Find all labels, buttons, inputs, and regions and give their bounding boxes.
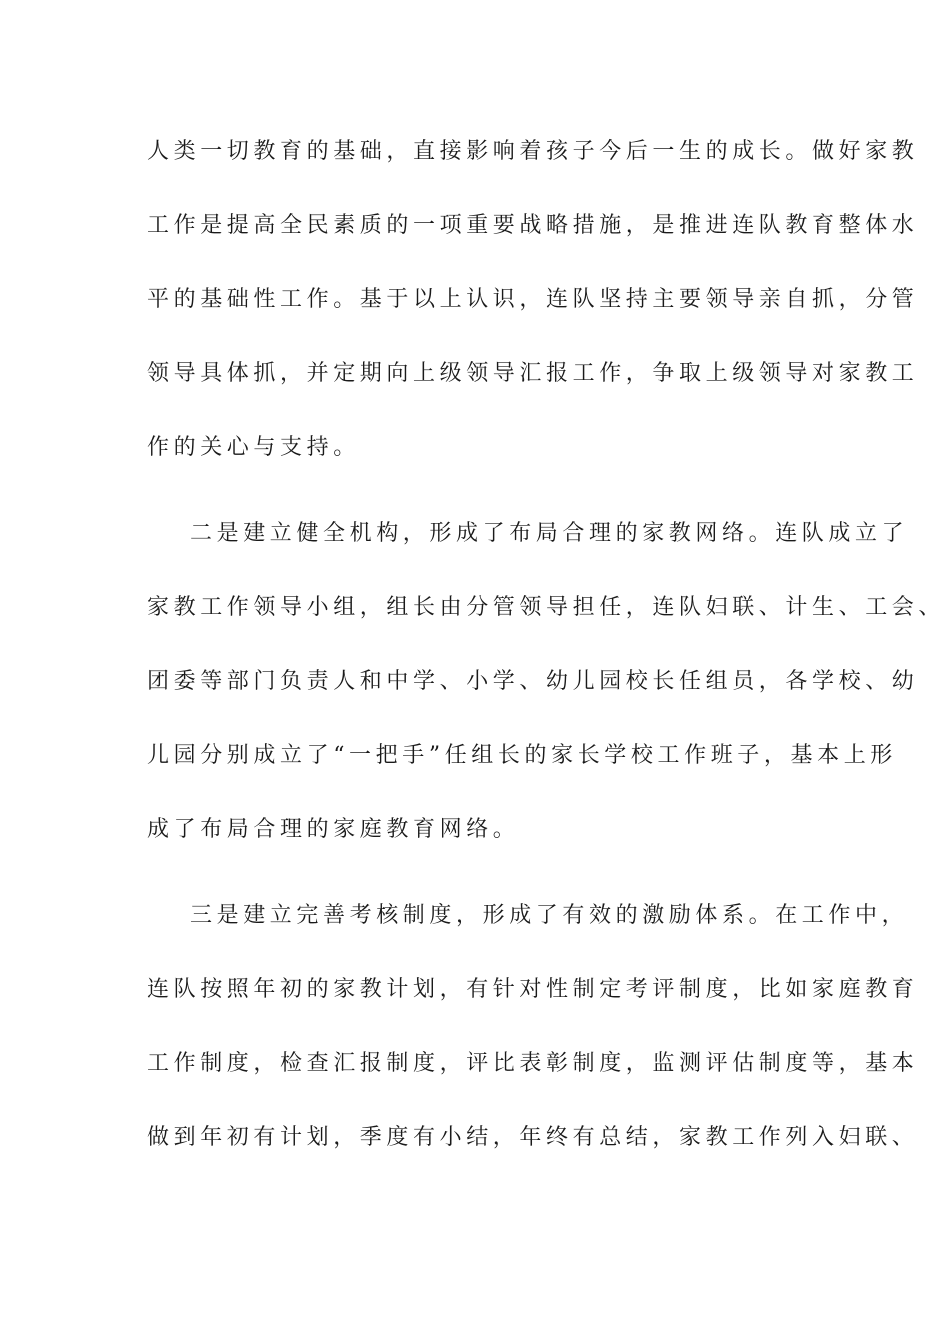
paragraph-line: 儿园分别成立了“一把手”任组长的家长学校工作班子，基本上形 xyxy=(147,743,897,768)
paragraph-line: 成了布局合理的家庭教育网络。 xyxy=(147,817,520,842)
paragraph-line: 家教工作领导小组，组长由分管领导担任，连队妇联、计生、工会、 xyxy=(147,595,946,620)
paragraph-line: 工作是提高全民素质的一项重要战略措施，是推进连队教育整体水 xyxy=(147,213,919,238)
paragraph-line: 做到年初有计划，季度有小结，年终有总结，家教工作列入妇联、 xyxy=(147,1125,919,1150)
paragraph-line: 平的基础性工作。基于以上认识，连队坚持主要领导亲自抓，分管 xyxy=(147,287,919,312)
paragraph-line: 三是建立完善考核制度，形成了有效的激励体系。在工作中， xyxy=(190,903,909,928)
paragraph-line: 工作制度，检查汇报制度，评比表彰制度，监测评估制度等，基本 xyxy=(147,1051,919,1076)
paragraph-line: 领导具体抓，并定期向上级领导汇报工作，争取上级领导对家教工 xyxy=(147,361,919,386)
paragraph-line: 团委等部门负责人和中学、小学、幼儿园校长任组员，各学校、幼 xyxy=(147,669,919,694)
paragraph-line: 作的关心与支持。 xyxy=(147,435,360,460)
paragraph-line: 连队按照年初的家教计划，有针对性制定考评制度，比如家庭教育 xyxy=(147,977,919,1002)
paragraph-line: 二是建立健全机构，形成了布局合理的家教网络。连队成立了 xyxy=(190,521,909,546)
paragraph-line: 人类一切教育的基础，直接影响着孩子今后一生的成长。做好家教 xyxy=(147,139,919,164)
